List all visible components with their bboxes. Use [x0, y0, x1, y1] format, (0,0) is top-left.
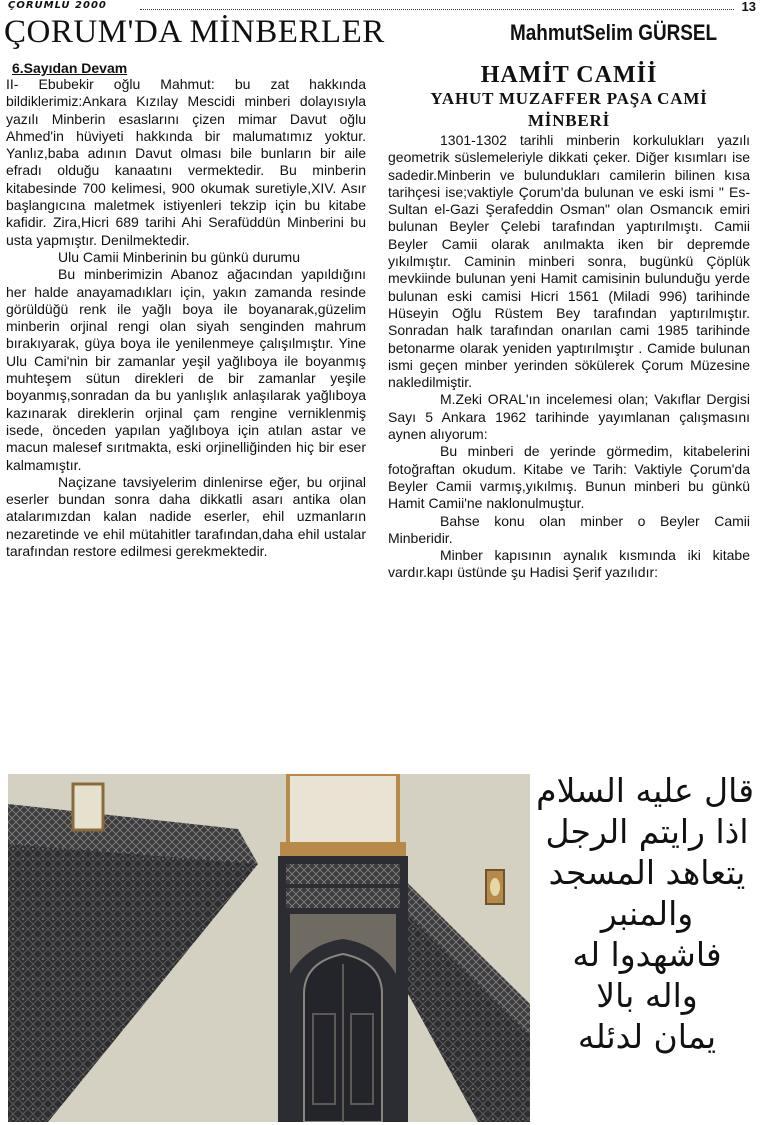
left-column [6, 60, 366, 560]
arabic-line: اذا رايتم الرجل [545, 812, 749, 851]
section-subtitle: MİNBERİ [527, 111, 611, 130]
section-subtitle: YAHUT MUZAFFER PAŞA CAMİ [430, 89, 708, 108]
hadith-inscription [536, 770, 754, 1057]
subheading: Ulu Camii Minberinin bu günkü durumu [58, 248, 301, 265]
page-header [8, 0, 756, 14]
series-label: 6.Sayıdan Devam [12, 60, 128, 76]
arabic-line: يتعاهد المسجد [548, 853, 746, 892]
paragraph: M.Zeki ORAL'ın incelemesi olan; Vakıflar Dergisi Sayı 5 Ankara 1962 tarihinde yayımlanan çalışmasını aynen alıyorum: [388, 391, 750, 443]
paragraph: II- Ebubekir oğlu Mahmut: bu zat hakkında bildiklerimiz:Ankara Kızılay Mescidi minberi dolayısıyla yazılı Minberin esaslarını çizen mimar Davut oğlu Ahmed'in hüviyeti hakkında bir malumatımız yoktur. Yanlız,baba adının Davut olması bile bunların bir aile efradı olduğu kanaatını vermektedir. Bu minberin kitabesinde 700 kelimesi, 900 okumak suretiyle,XIV. Asır başlangıcına maletmek istiyenleri tekzip için bu kitabe kafidir. Zira,Hicri 689 tarihi Ahi Serafüddün Minberini bu usta yapmıştır. Denilmektedir. [6, 76, 366, 248]
paragraph: Minber kapısının aynalık kısmında iki kitabe vardır.kapı üstünde şu Hadisi Şerif yazılıdır: [388, 547, 750, 581]
arabic-line: فاشهدوا له [572, 935, 722, 974]
paragraph: Bu minberimizin Abanoz ağacından yapıldığını her halde anayamadıkları için, yakın zamanda resinde görüldüğü renk ile yağlı boya ile boyanarak,güzelim minberin orjinal rengi olan siyah senginden mahrum bırakıyarak, güya boya ile yenilenmeye çalışılmıştır. Yine Ulu Cami'nin bir zamanlar yeşil yağlıboya ile boyanmış muhteşem sütun direkleri de bir zamanlar yeşile boyanmış,sonradan da bu yanlışlık anlaşılarak yağlıboya kazınarak direklerin orjinal çam rengine verniklenmiş isede, önceden yapılan yağlıboya için atılan astar ve macun malesef sırıtmakta, eski orjinelliğinden hiç bir eser kalmamıştır. [6, 266, 366, 473]
paragraph: Bu minberi de yerinde görmedim, kitabelerini fotoğraftan okudum. Kitabe ve Tarih: Vaktiyle Çorum'da Beyler Camii varmış,yıkılmış. Bunun minberi bu günkü Hamit Camii'ne naklonulmuştur. [388, 443, 750, 512]
masthead: ÇORUMLU 2000 [8, 0, 107, 11]
minber-photo [8, 774, 530, 1122]
section-title: HAMİT CAMİİ [480, 62, 658, 88]
arabic-line: قال عليه السلام [536, 771, 754, 810]
arabic-line: والمنبر [600, 894, 694, 933]
author-name: MahmutSelim GÜRSEL [510, 20, 718, 45]
header-rule [140, 9, 734, 10]
arabic-line: يمان لدئله [577, 1017, 717, 1056]
paragraph: Naçizane tavsiyelerim dinlenirse eğer, bu orjinal eserler bundan sonra daha dikkatli asarı antika olan atalarımızdan kalan nadide eserler, ehil uzmanların nezaretinde ve ehil mütahitler tarafından,daha ehil ustalar tarafından restore edilmesi gerekmektedir. [6, 473, 366, 560]
page-number: 13 [741, 0, 756, 14]
arabic-line: واله بالا [596, 976, 698, 1015]
article-title: ÇORUM'DA MİNBERLER [4, 14, 385, 50]
paragraph: 1301-1302 tarihli minberin korkulukları yazılı geometrik süslemeleriyle dikkati çeker. Diğer kısımları ise sadedir.Minberin ve bulundukları camilerin bilinen kısa tarihçesi ise;vaktiyle Çorum'da bulunan ve eski ismi " Es- Sultan el-Gazi Şerafeddin Osman" olan Osmancık emiri bulunan Beyler Çelebi tarafından yaptırılmıştı. Camii Beyler Camii olarak anılmakta iken bir depremde yıkılmıştır. Caminin minberi sonra, bugünkü Çöplük mevkiinde bulunan yeni Hamit camisinin bulunduğu yerde bulunan eski camisi Hicri 1561 (Miladi 996) tarihinde Hüseyin Oğlu Rüstem Bey tarafından yaptırılmıştır. Sonradan halk tarafından onarılan cami 1985 tarihinde betonarme olarak yeniden yaptırılmıştır . Camide bulunan ismi geçen minber yerinden sökülerek Çorum Müzesine nakledilmiştir. [388, 132, 750, 391]
right-column [388, 62, 750, 582]
paragraph: Bahse konu olan minber o Beyler Camii Minberidir. [388, 512, 750, 546]
